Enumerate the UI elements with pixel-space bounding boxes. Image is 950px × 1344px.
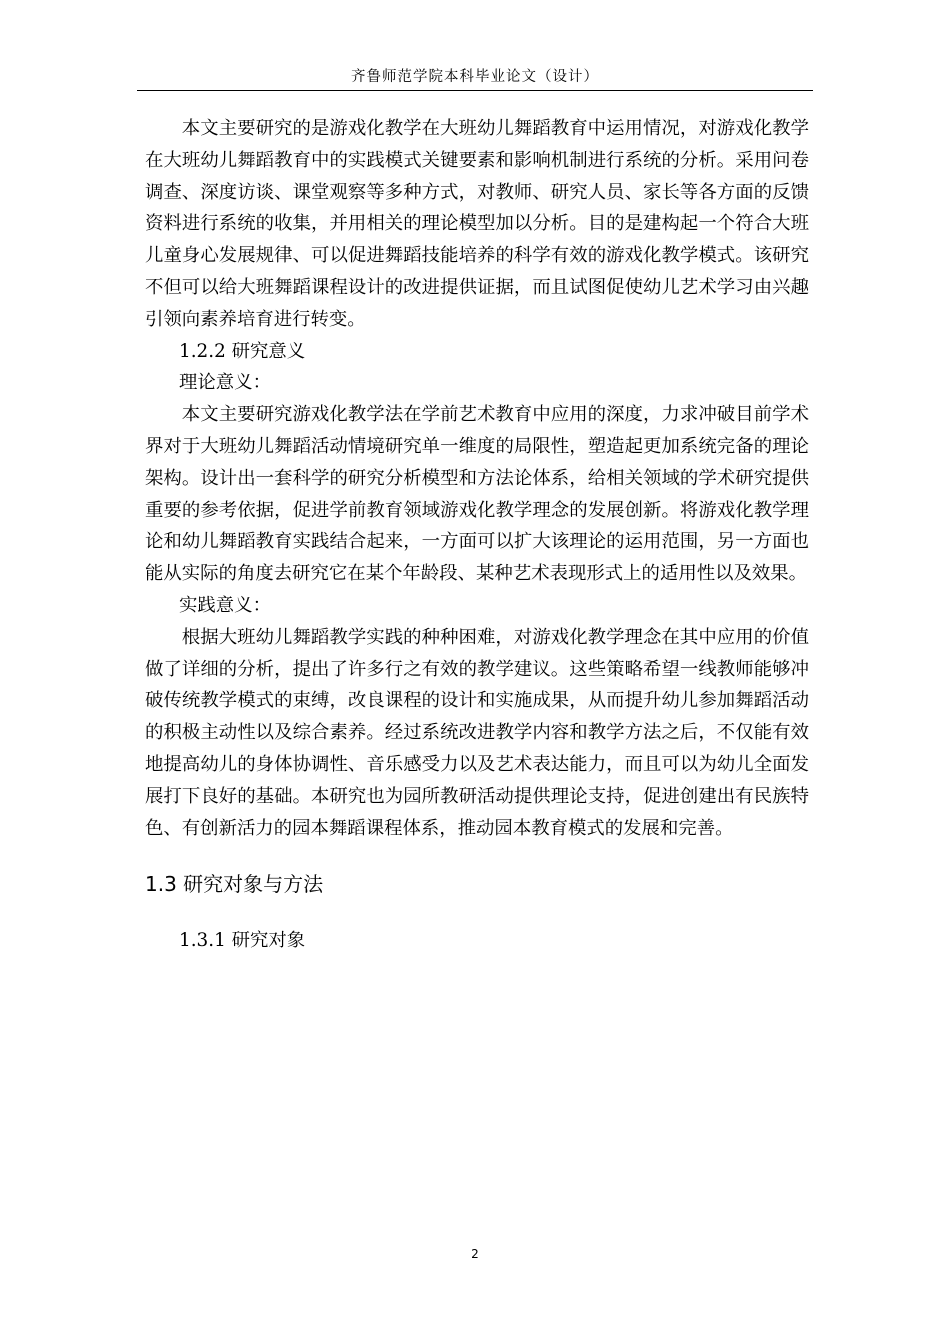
- paragraph-theory-significance: 本文主要研究游戏化教学法在学前艺术教育中应用的深度，力求冲破目前学术界对于大班幼儿舞蹈活动情境研究单一维度的局限性，塑造起更加系统完备的理论架构。设计出一套科学的研究分析模型和方法论体系，给相关领域的学术研究提供重要的参考依据，促进学前教育领域游戏化教学理念的发展创新。将游戏化教学理论和幼儿舞蹈教育实践结合起来，一方面可以扩大该理论的运用范围，另一方面也能从实际的角度去研究它在某个年龄段、某种艺术表现形式上的适用性以及效果。: [145, 404, 809, 585]
- section-heading-1-2-2: 1.2.2 研究意义: [179, 340, 306, 362]
- page-header: 齐鲁师范学院本科毕业论文（设计）: [137, 64, 813, 91]
- document-body: [145, 113, 809, 957]
- section-heading-1-3-1: 1.3.1 研究对象: [179, 930, 306, 952]
- page-number: 2: [471, 1247, 479, 1261]
- practice-significance-label: 实践意义：: [179, 594, 271, 616]
- theory-significance-label: 理论意义：: [179, 372, 271, 394]
- section-heading-1-3: 1.3 研究对象与方法: [145, 872, 324, 897]
- paragraph-practice-significance: 根据大班幼儿舞蹈教学实践的种种困难，对游戏化教学理念在其中应用的价值做了详细的分析，提出了许多行之有效的教学建议。这些策略希望一线教师能够冲破传统教学模式的束缚，改良课程的设计和实施成果，从而提升幼儿参加舞蹈活动的积极主动性以及综合素养。经过系统改进教学内容和教学方法之后，不仅能有效地提高幼儿的身体协调性、音乐感受力以及艺术表达能力，而且可以为幼儿全面发展打下良好的基础。本研究也为园所教研活动提供理论支持，促进创建出有民族特色、有创新活力的园本舞蹈课程体系，推动园本教育模式的发展和完善。: [145, 626, 809, 839]
- paragraph-research-content: 本文主要研究的是游戏化教学在大班幼儿舞蹈教育中运用情况，对游戏化教学在大班幼儿舞蹈教育中的实践模式关键要素和影响机制进行系统的分析。采用问卷调查、深度访谈、课堂观察等多种方式，对教师、研究人员、家长等各方面的反馈资料进行系统的收集，并用相关的理论模型加以分析。目的是建构起一个符合大班儿童身心发展规律、可以促进舞蹈技能培养的科学有效的游戏化教学模式。该研究不但可以给大班舞蹈课程设计的改进提供证据，而且试图促使幼儿艺术学习由兴趣引领向素养培育进行转变。: [145, 118, 809, 330]
